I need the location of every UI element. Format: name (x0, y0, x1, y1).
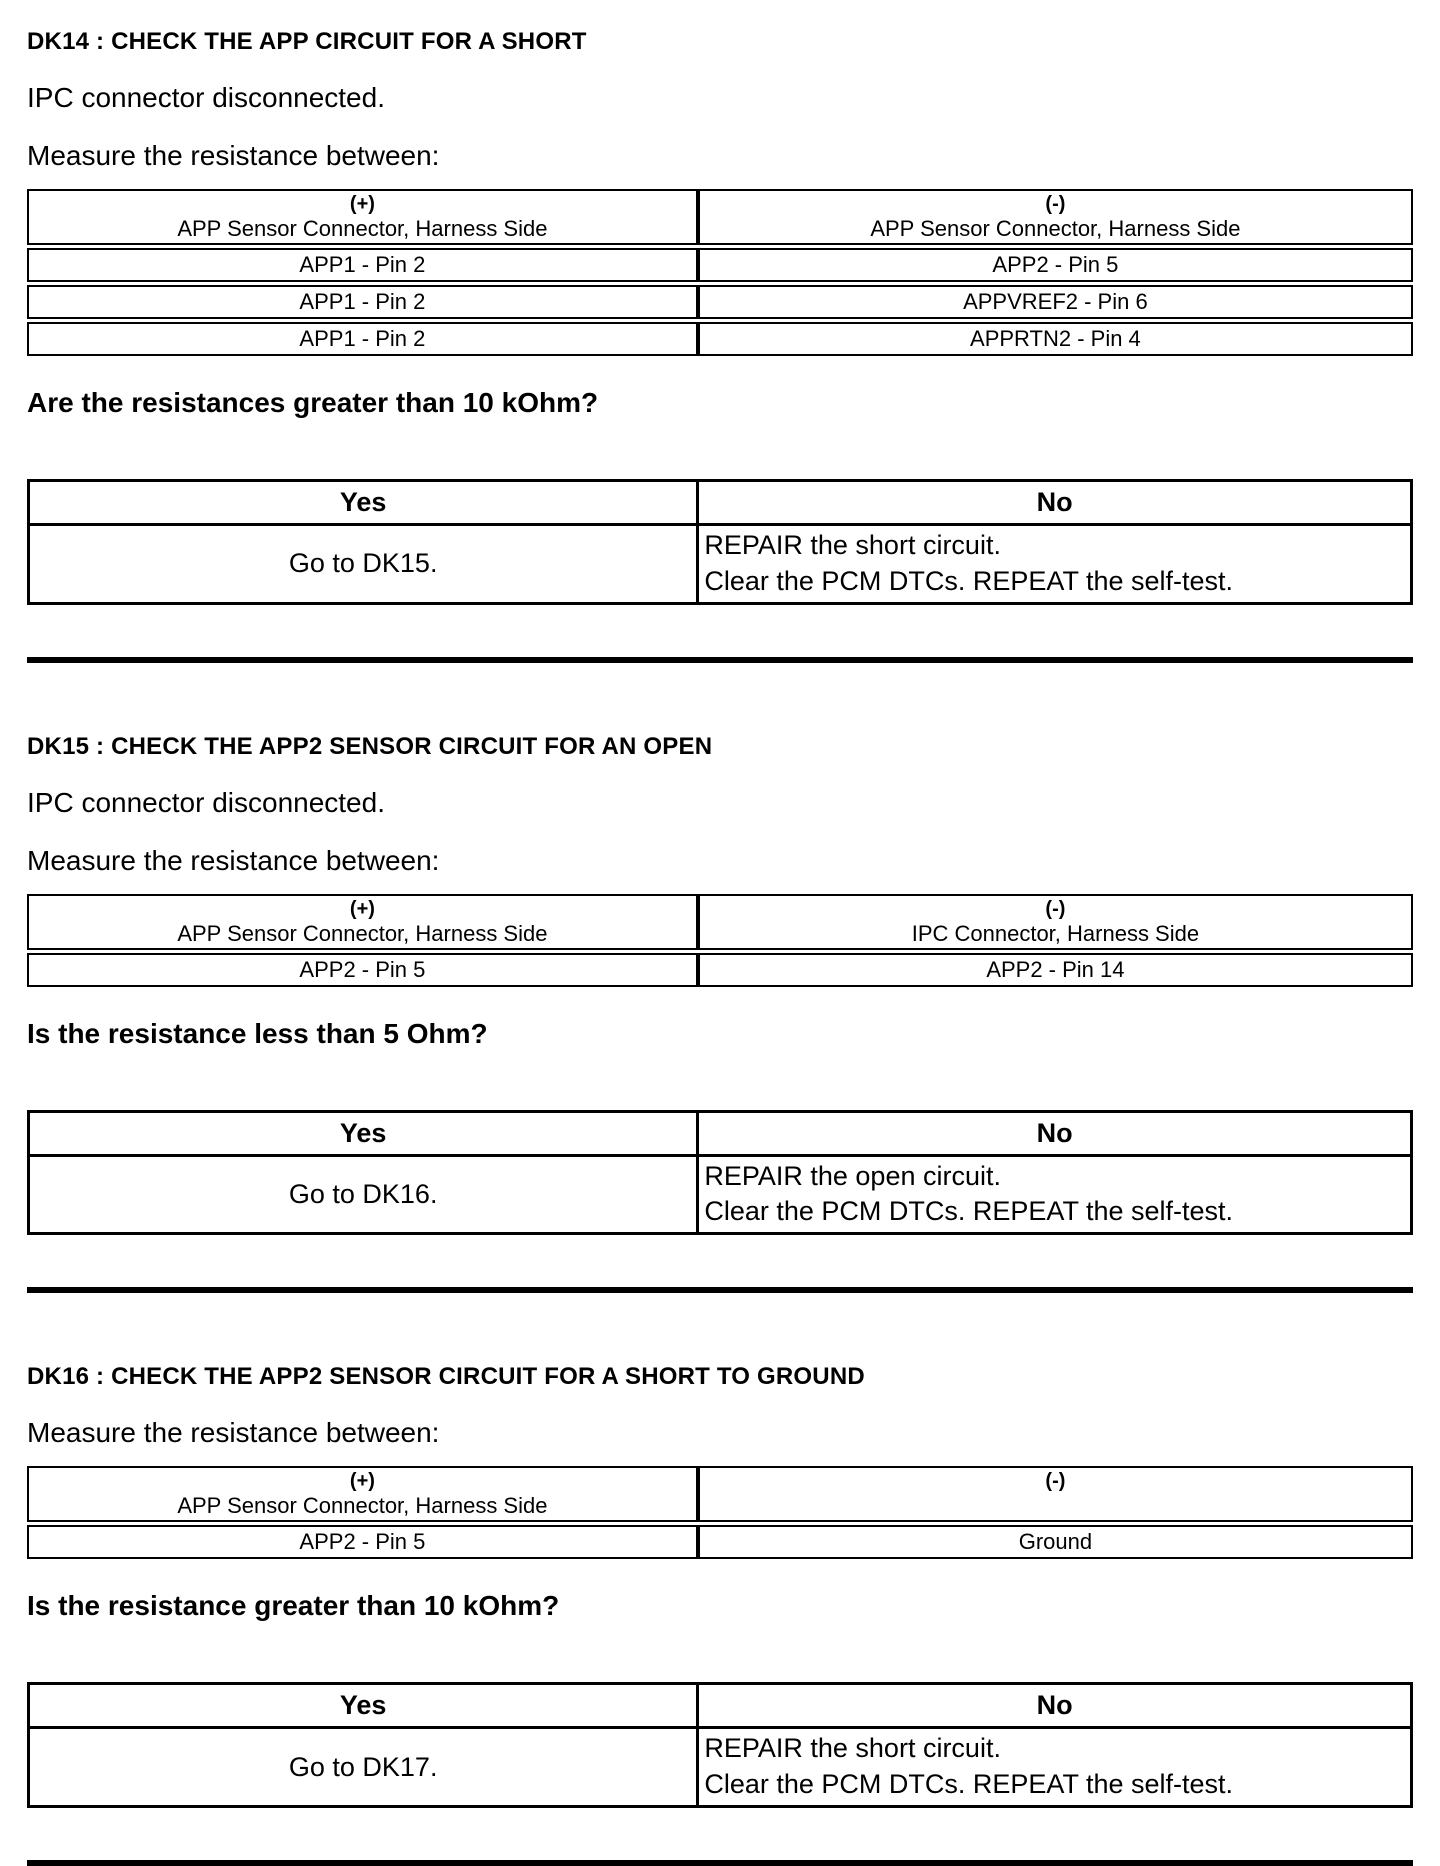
section-dk16 (27, 1351, 1413, 1866)
yes-action: Go to DK16. (29, 1155, 698, 1233)
plus-label: APP Sensor Connector, Harness Side (177, 1493, 548, 1519)
section-title: DK16 : CHECK THE APP2 SENSOR CIRCUIT FOR A SHORT TO GROUND (27, 1363, 865, 1391)
decision-table (27, 1110, 1413, 1235)
minus-column-header (698, 894, 1413, 950)
no-action (698, 1728, 1412, 1806)
yes-action: Go to DK17. (29, 1728, 698, 1806)
plus-label: APP Sensor Connector, Harness Side (177, 216, 548, 241)
measure-header-row (27, 189, 1413, 245)
plus-column-header (27, 894, 698, 950)
minus-label: APP Sensor Connector, Harness Side (870, 216, 1241, 241)
measure-cell-minus: APP2 - Pin 5 (698, 248, 1413, 282)
decision-body-row (29, 1728, 1412, 1806)
no-action (698, 1155, 1412, 1233)
measure-table (27, 186, 1413, 359)
measure-table (27, 891, 1413, 990)
measure-cell-plus: APP1 - Pin 2 (27, 248, 698, 282)
no-action (698, 525, 1412, 603)
measure-cell-minus: APPRTN2 - Pin 4 (698, 322, 1413, 356)
measure-row (27, 953, 1413, 987)
test-question: Is the resistance greater than 10 kOhm? (27, 1590, 560, 1622)
plus-column-header (27, 1466, 698, 1522)
no-header: No (698, 1684, 1412, 1728)
instruction-line: Measure the resistance between: (27, 1417, 440, 1449)
measure-cell-plus: APP1 - Pin 2 (27, 322, 698, 356)
instruction-line: IPC connector disconnected. (27, 82, 385, 113)
measure-cell-minus: Ground (698, 1525, 1413, 1559)
plus-sign: (+) (349, 193, 375, 215)
decision-table (27, 1682, 1413, 1807)
instruction-line: Measure the resistance between: (27, 140, 440, 171)
yes-header: Yes (29, 1684, 698, 1728)
section-dk15 (27, 721, 1413, 1294)
minus-sign: (-) (1045, 193, 1066, 215)
section-dk14 (27, 16, 1413, 663)
measure-row (27, 285, 1413, 319)
measure-header-row (27, 1466, 1413, 1522)
minus-sign: (-) (1045, 897, 1066, 920)
no-action-line: Clear the PCM DTCs. REPEAT the self-test. (704, 1196, 1234, 1227)
section-divider (27, 1287, 1413, 1293)
no-action-line: Clear the PCM DTCs. REPEAT the self-test. (704, 1769, 1234, 1800)
no-action-line: Clear the PCM DTCs. REPEAT the self-test. (704, 565, 1234, 596)
yes-header: Yes (29, 1111, 698, 1155)
plus-sign: (+) (349, 897, 375, 920)
measure-cell-plus: APP2 - Pin 5 (27, 1525, 698, 1559)
test-question: Is the resistance less than 5 Ohm? (27, 1017, 488, 1049)
instruction-line: Measure the resistance between: (27, 844, 440, 876)
measure-row (27, 322, 1413, 356)
minus-column-header (698, 189, 1413, 245)
section-title: DK15 : CHECK THE APP2 SENSOR CIRCUIT FOR AN OPEN (27, 732, 713, 760)
measure-cell-plus: APP2 - Pin 5 (27, 953, 698, 987)
plus-label: APP Sensor Connector, Harness Side (177, 920, 548, 946)
decision-header-row (29, 1684, 1412, 1728)
decision-body-row (29, 525, 1412, 603)
decision-header-row (29, 1111, 1412, 1155)
measure-table (27, 1463, 1413, 1562)
no-action-line: REPAIR the open circuit. (704, 1160, 1001, 1191)
plus-sign: (+) (349, 1470, 375, 1493)
measure-header-row (27, 894, 1413, 950)
minus-label (706, 1493, 1405, 1518)
measure-cell-plus: APP1 - Pin 2 (27, 285, 698, 319)
test-question: Are the resistances greater than 10 kOhm? (27, 387, 599, 419)
decision-header-row (29, 481, 1412, 525)
yes-header: Yes (29, 481, 698, 525)
section-divider (27, 1860, 1413, 1866)
no-header: No (698, 1111, 1412, 1155)
measure-cell-minus: APPVREF2 - Pin 6 (698, 285, 1413, 319)
yes-action: Go to DK15. (29, 525, 698, 603)
minus-sign: (-) (1045, 1470, 1066, 1493)
minus-label: IPC Connector, Harness Side (911, 920, 1200, 946)
section-title: DK14 : CHECK THE APP CIRCUIT FOR A SHORT (27, 28, 587, 55)
measure-row (27, 248, 1413, 282)
decision-table (27, 479, 1413, 604)
measure-row (27, 1525, 1413, 1559)
no-header: No (698, 481, 1412, 525)
instruction-line: IPC connector disconnected. (27, 786, 385, 818)
minus-column-header (698, 1466, 1413, 1522)
decision-body-row (29, 1155, 1412, 1233)
no-action-line: REPAIR the short circuit. (704, 530, 1001, 561)
section-divider (27, 657, 1413, 663)
no-action-line: REPAIR the short circuit. (704, 1733, 1001, 1764)
measure-cell-minus: APP2 - Pin 14 (698, 953, 1413, 987)
plus-column-header (27, 189, 698, 245)
